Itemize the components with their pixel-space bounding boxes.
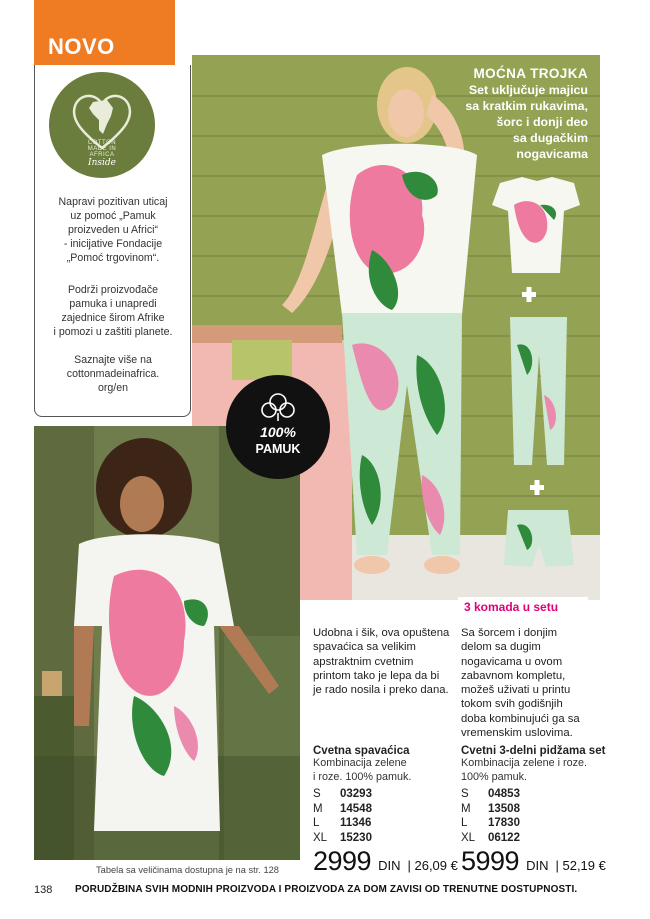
logo-script: Inside — [88, 158, 116, 168]
info-paragraph-2: Podrži proizvođače pamuka i unapredi zajednice širom Afrike i pomozi u zaštiti planete. — [53, 284, 173, 338]
product-subtitle: Kombinacija zelene i roze. 100% pamuk. — [461, 757, 588, 783]
nightgown-photo — [34, 426, 300, 860]
page-number: 138 — [34, 884, 53, 896]
size-row: L 17830 — [461, 817, 520, 830]
product-name: Cvetna spavaćica — [313, 745, 410, 757]
size-row: S 04853 — [461, 788, 520, 800]
pajama-set-description: Sa šorcem i donjim delom sa dugim nogavicama u ovom zabavnom kompletu, možeš uživati u printu tokom svih godišnjih doba kombinujući ga sa vremenskim uslovima. — [461, 627, 580, 740]
logo-line-2: MADE IN — [87, 146, 117, 152]
badge-material: PAMUK — [255, 442, 301, 456]
nightgown-details — [313, 745, 458, 845]
size-row: S 03293 — [313, 788, 372, 800]
size-table-note: Tabela sa veličinama dostupna je na str. 128 — [96, 865, 279, 875]
size-row: L 11346 — [313, 817, 372, 830]
size-row: M 14548 — [313, 802, 372, 815]
set-count-label: 3 komada u setu — [458, 597, 588, 617]
logo-line-3: AFRICA — [89, 152, 115, 158]
pajama-set-details — [461, 745, 621, 845]
novo-banner: NOVO — [34, 0, 175, 65]
badge-percent: 100% — [260, 424, 296, 440]
size-row: M 13508 — [461, 802, 520, 815]
size-list — [461, 787, 621, 845]
size-row: XL 15230 — [313, 831, 372, 844]
cotton-made-in-africa-logo — [49, 72, 155, 178]
footer-disclaimer: PORUDŽBINA SVIH MODNIH PROIZVODA I PROIZVODA ZA DOM ZAVISI OD TRENUTNE DOSTUPNOSTI. — [75, 884, 578, 895]
nightgown-model-illustration — [34, 426, 300, 860]
pajama-set-price: 5999 DIN | 52,19 € — [461, 846, 606, 876]
product-name: Cvetni 3-delni pidžama set — [461, 745, 606, 757]
info-paragraph-3: Saznajte više na cottonmadeinafrica. org/en — [66, 354, 160, 394]
product-subtitle: Kombinacija zelene i roze. 100% pamuk. — [313, 757, 412, 783]
logo-line-1: COTTON — [87, 140, 117, 146]
headline: MOĆNA TROJKA Set uključuje majicu sa kratkim rukavima, šorc i donji deo sa dugačkim nogavicama — [465, 66, 588, 161]
size-row: XL 06122 — [461, 831, 520, 844]
cotton-badge — [226, 375, 330, 479]
nightgown-price: 2999 DIN | 26,09 € — [313, 846, 458, 876]
nightgown-description: Udobna i šik, ova opuštena spavaćica sa velikim apstraktnim cvetnim printom tako je lepa da bi je rado nosila i preko dana. — [313, 627, 450, 697]
size-list — [313, 787, 458, 845]
info-paragraph-1: Napravi pozitivan uticaj uz pomoć „Pamuk proizveden u Africi“ - inicijative Fondacije „Pomoć trgovinom“. — [58, 196, 168, 264]
